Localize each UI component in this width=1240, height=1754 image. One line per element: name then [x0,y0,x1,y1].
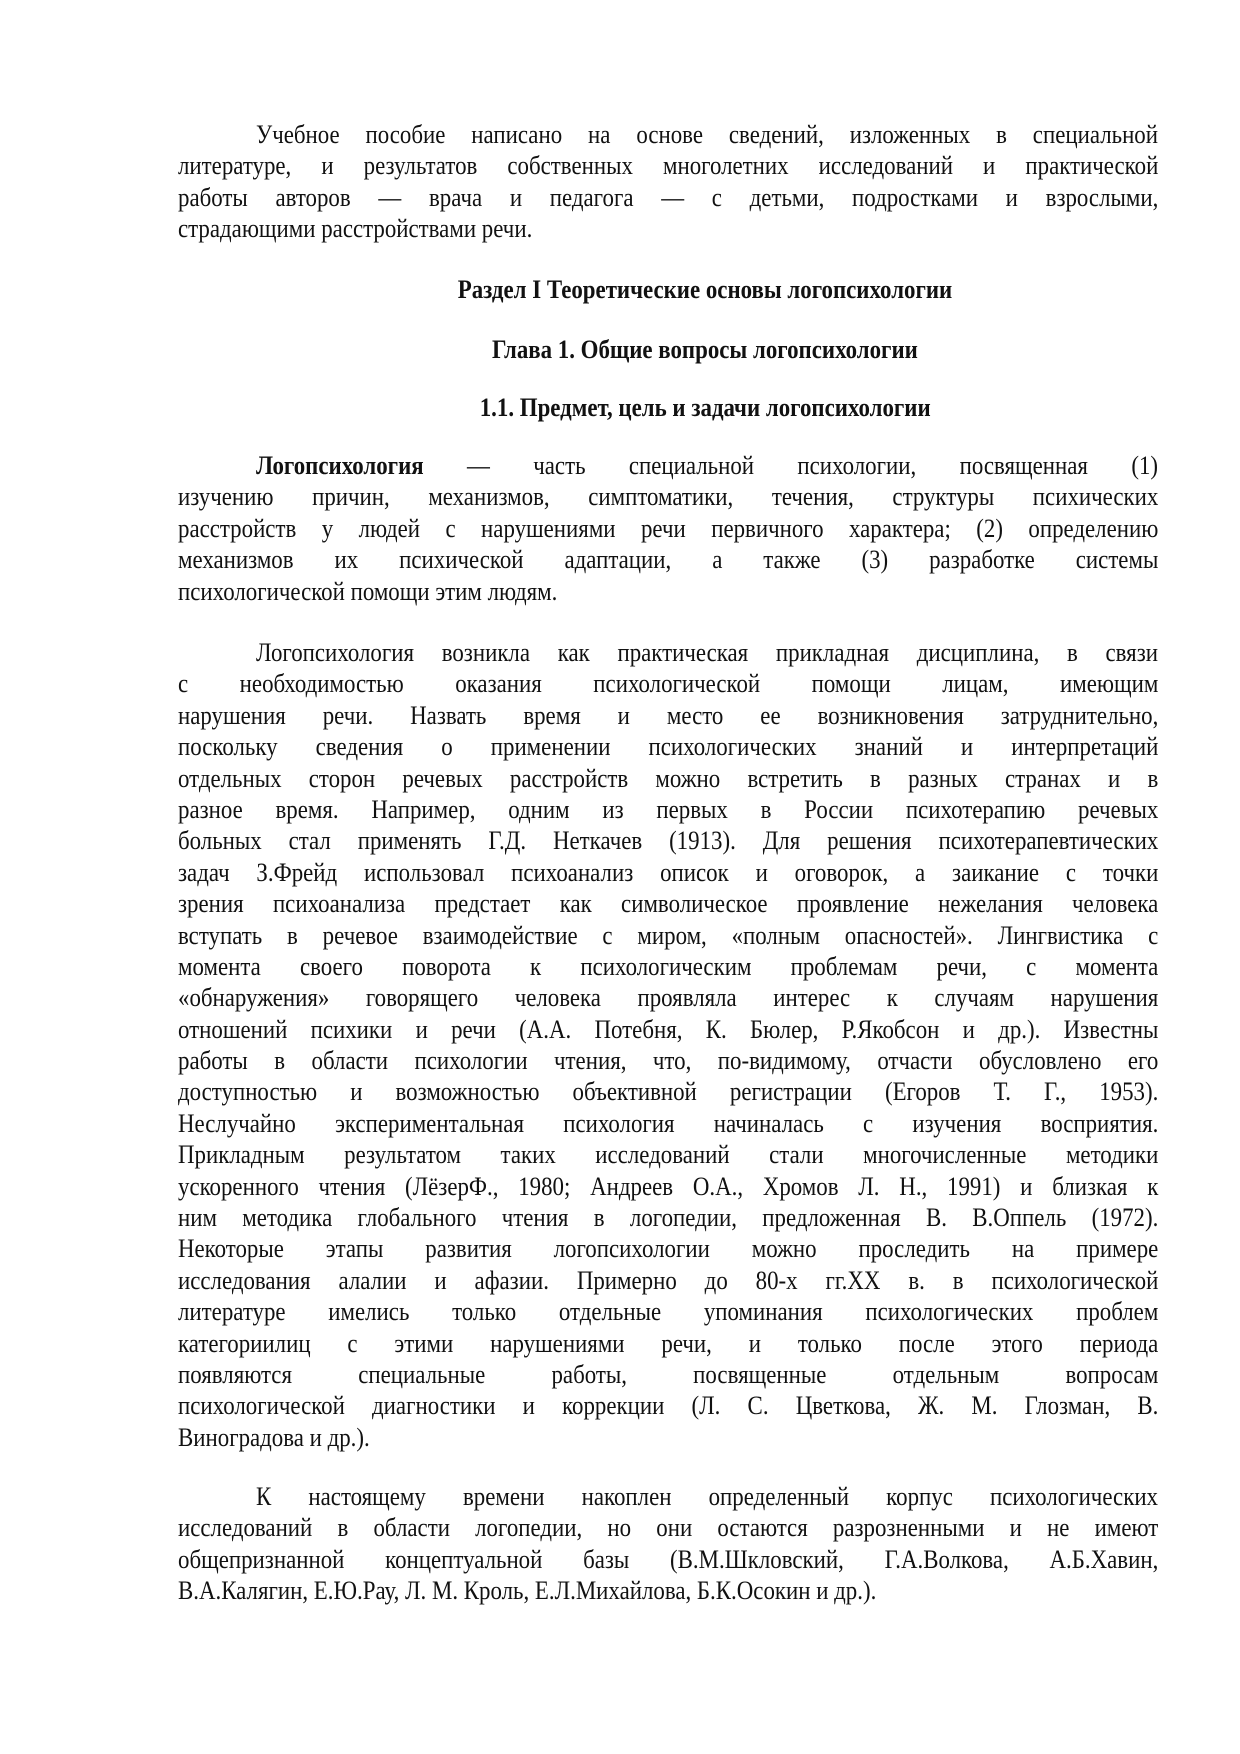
text-line [178,1512,1158,1543]
text-line [178,150,1158,181]
text-line-content: механизмов их психической адаптации, а также (3) разработке системы [178,545,1159,575]
text-line [178,182,1158,213]
text-line [178,1481,1158,1512]
text-line-content: отдельных сторон речевых расстройств можно встретить в разных странах и в [178,763,1159,793]
text-line-content: психологической помощи этим людям. [178,576,558,606]
text-line [178,888,1158,919]
text-line-content: появляются специальные работы, посвященные отдельным вопросам [178,1359,1159,1389]
text-line-content: общепризнанной концептуальной базы (В.М.Шкловский, Г.А.Волкова, А.Б.Хавин, [178,1544,1159,1574]
text-line-content: нарушения речи. Назвать время и место ее возникновения затруднительно, [178,700,1159,730]
text-line [178,119,1158,150]
subsection-heading-text: 1.1. Предмет, цель и задачи логопсихологии [479,393,931,422]
text-line [178,763,1158,794]
text-line-content: ускоренного чтения (ЛёзерФ., 1980; Андреев О.А., Хромов Л. Н., 1991) и близкая к [178,1171,1159,1201]
text-line-content: Логопсихология возникла как практическая прикладная дисциплина, в связи [256,638,1158,667]
text-line-content: больных стал применять Г.Д. Неткачев (1913). Для решения психотерапевтических [178,826,1159,856]
text-line [178,1544,1158,1575]
text-line [178,700,1158,731]
text-line [178,1422,1158,1453]
text-line-content [256,450,1158,481]
text-line [178,576,1158,607]
text-line-content: работы авторов — врача и педагога — с детьми, подростками и взрослыми, [178,182,1159,212]
text-line-content: Прикладным результатом таких исследований стали многочисленные методики [178,1140,1159,1170]
text-line [178,1076,1158,1107]
text-line-content: зрения психоанализа предстает как символическое проявление нежелания человека [178,889,1159,919]
section-heading-text: Раздел I Теоретические основы логопсихологии [457,275,953,304]
text-line [178,637,1158,668]
text-line [178,1265,1158,1296]
text-line [178,1390,1158,1421]
text-line [178,982,1158,1013]
history-paragraph [178,637,1158,1453]
subsection-heading [170,392,1240,424]
text-line-content: литературе имелись только отдельные упоминания психологических проблем [178,1297,1159,1327]
text-line-rest: — часть специальной психологии, посвященная (1) [423,451,1158,480]
text-line-content: Неслучайно экспериментальная психология начиналась с изучения восприятия. [178,1108,1159,1138]
current-state-paragraph [178,1481,1158,1607]
text-line-content: категориилиц с этими нарушениями речи, и только после этого периода [178,1328,1159,1358]
text-line [178,481,1158,512]
text-line [178,1575,1158,1606]
text-line [178,1233,1158,1264]
text-line [178,794,1158,825]
text-line [178,1014,1158,1045]
text-line-content: исследования алалии и афазии. Примерно до 80-х гг.XX в. в психологической [178,1265,1159,1295]
intro-paragraph [178,119,1158,245]
chapter-heading-text: Глава 1. Общие вопросы логопсихологии [492,335,918,364]
text-line [178,951,1158,982]
text-line [178,544,1158,575]
text-line [178,1045,1158,1076]
text-line-content: страдающими расстройствами речи. [178,214,533,244]
text-line-content: с необходимостью оказания психологической помощи лицам, имеющим [178,669,1159,699]
text-line-content: отношений психики и речи (А.А. Потебня, К. Бюлер, Р.Якобсон и др.). Известны [178,1014,1159,1044]
section-heading [170,274,1240,306]
text-line-content: момента своего поворота к психологическим проблемам речи, с момента [178,951,1159,981]
text-line [178,1359,1158,1390]
text-line [178,668,1158,699]
text-line-content: Виноградова и др.). [178,1422,370,1452]
defined-term: Логопсихология [256,451,424,480]
definition-paragraph [178,450,1158,607]
text-line-content: «обнаружения» говорящего человека проявляла интерес к случаям нарушения [178,983,1159,1013]
text-line-content: К настоящему времени накоплен определенный корпус психологических [256,1482,1158,1511]
text-line [178,1139,1158,1170]
text-line-content: изучению причин, механизмов, симптоматики, течения, структуры психических [178,482,1159,512]
text-line [178,1108,1158,1139]
text-line [178,825,1158,856]
text-line-content: задач З.Фрейд использовал психоанализ описок и оговорок, а заикание с точки [178,857,1159,887]
text-line-content: Некоторые этапы развития логопсихологии можно проследить на примере [178,1234,1159,1264]
text-line [178,1202,1158,1233]
text-line [178,920,1158,951]
text-line [178,513,1158,544]
text-line-content: литературе, и результатов собственных многолетних исследований и практической [178,151,1159,181]
chapter-heading [170,334,1240,366]
text-line-content: Учебное пособие написано на основе сведений, изложенных в специальной [256,120,1158,149]
text-line-content: разное время. Например, одним из первых в России психотерапию речевых [178,794,1159,824]
text-line [178,213,1158,244]
text-line-content: доступностью и возможностью объективной регистрации (Егоров Т. Г., 1953). [178,1077,1159,1107]
text-line-content: В.А.Калягин, Е.Ю.Рау, Л. М. Кроль, Е.Л.Михайлова, Б.К.Осокин и др.). [178,1576,877,1606]
text-line-content: психологической диагностики и коррекции (Л. С. Цветкова, Ж. М. Глозман, В. [178,1391,1159,1421]
text-line [178,1296,1158,1327]
text-line-content: вступать в речевое взаимодействие с миром, «полным опасностей». Лингвистика с [178,920,1159,950]
text-line-content: работы в области психологии чтения, что, по-видимому, отчасти обусловлено его [178,1046,1159,1076]
text-line-content: ним методика глобального чтения в логопедии, предложенная В. В.Оппель (1972). [178,1203,1159,1233]
text-line [178,450,1158,481]
text-line [178,857,1158,888]
text-line [178,731,1158,762]
text-line [178,1328,1158,1359]
text-line [178,1171,1158,1202]
text-line-content: исследований в области логопедии, но они остаются разрозненными и не имеют [178,1513,1159,1543]
text-line-content: расстройств у людей с нарушениями речи первичного характера; (2) определению [178,513,1159,543]
text-line-content: поскольку сведения о применении психологических знаний и интерпретаций [178,732,1159,762]
